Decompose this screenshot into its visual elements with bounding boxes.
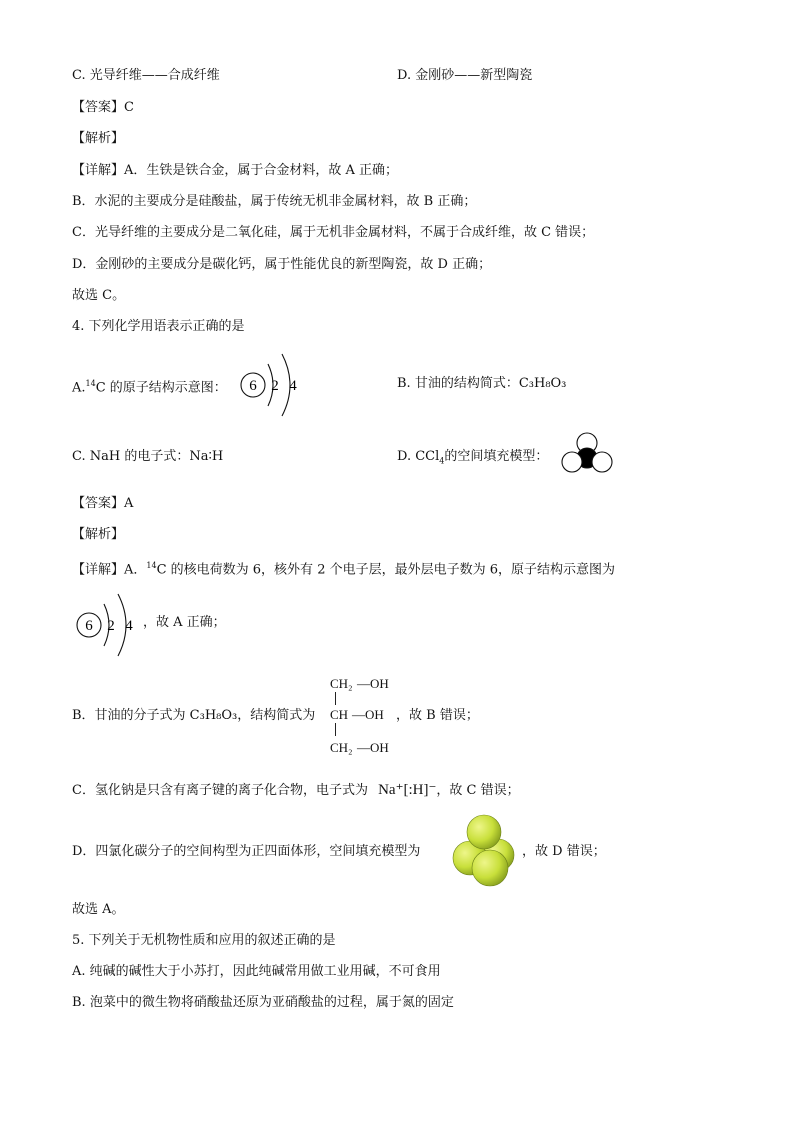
glycerol-bond-bottom bbox=[335, 723, 336, 736]
q3-detail-c: C．光导纤维的主要成分是二氧化硅，属于无机非金属材料，不属于合成纤维，故 C 错误； bbox=[72, 225, 595, 240]
q5-option-b: B. 泡菜中的微生物将硝酸盐还原为亚硝酸盐的过程，属于氮的固定 bbox=[72, 995, 454, 1010]
q3-conclusion: 故选 C。 bbox=[72, 288, 126, 303]
q4-detail-a-text: C 的核电荷数为 6，核外有 2 个电子层，最外层电子数为 6，原子结构示意图为 bbox=[156, 562, 615, 578]
q4-stem: 4. 下列化学用语表示正确的是 bbox=[72, 319, 245, 334]
ccl4-space-filling-model bbox=[446, 810, 524, 890]
q4-detail-d: D．四氯化碳分子的空间构型为正四面体形，空间填充模型为 bbox=[72, 844, 421, 859]
q3-option-d: D. 金刚砂——新型陶瓷 bbox=[397, 68, 533, 83]
q4-detail-c-text: C．氢化钠是只含有离子键的离子化合物，电子式为 bbox=[72, 783, 368, 798]
q4-option-d-subscript: 4 bbox=[439, 456, 445, 466]
q4-detail-c bbox=[72, 781, 520, 800]
q4-detail-a-mass-number: 14 bbox=[146, 561, 157, 570]
q4-option-a-mass-number: 14 bbox=[85, 379, 96, 388]
q3-detail-b: B．水泥的主要成分是硅酸盐，属于传统无机非金属材料，故 B 正确； bbox=[72, 194, 477, 209]
q5-stem: 5. 下列关于无机物性质和应用的叙述正确的是 bbox=[72, 933, 336, 948]
q4-option-d-text: 的空间填充模型： bbox=[444, 449, 549, 464]
q4-conclusion: 故选 A。 bbox=[72, 902, 125, 917]
glycerol-r1-hydroxyl: —OH bbox=[357, 676, 389, 691]
atom-shell-2-electrons: 4 bbox=[125, 618, 133, 634]
q3-analysis-heading: 【解析】 bbox=[72, 131, 125, 146]
atom-shell-2-electrons: 4 bbox=[289, 378, 297, 394]
q3-answer: 【答案】C bbox=[72, 100, 134, 115]
q4-option-a bbox=[72, 375, 227, 397]
q4-option-c: C. NaH 的电子式：Na∶H bbox=[72, 449, 224, 464]
q4-option-d bbox=[397, 448, 548, 471]
q4-detail-b: B．甘油的分子式为 C₃H₈O₃，结构简式为 bbox=[72, 708, 316, 723]
q4-detail-a-tail: ，故 A 正确； bbox=[143, 615, 226, 630]
atom-shell-1-electrons: 2 bbox=[107, 618, 115, 634]
q4-answer: 【答案】A bbox=[72, 496, 134, 511]
q4-detail-b-tail: ，故 B 错误； bbox=[396, 708, 479, 723]
q3-detail-d: D．金刚砂的主要成分是碳化钙，属于性能优良的新型陶瓷，故 D 正确； bbox=[72, 257, 492, 272]
atom-structure-diagram-answer bbox=[74, 590, 144, 658]
q4-detail-d-tail: ，故 D 错误； bbox=[522, 844, 606, 859]
atom-shell-1-electrons: 2 bbox=[271, 378, 279, 394]
q3-detail-a: 【详解】A．生铁是铁合金，属于合金材料，故 A 正确； bbox=[72, 163, 399, 178]
atom-nucleus-charge: 6 bbox=[85, 618, 93, 634]
q4-detail-a-prefix: 【详解】A． bbox=[72, 562, 147, 578]
q4-detail-c-tail: ，故 C 错误； bbox=[436, 783, 520, 798]
q4-analysis-heading: 【解析】 bbox=[72, 527, 125, 542]
glycerol-bond-top bbox=[335, 692, 336, 705]
ccl4-ball-model-option bbox=[560, 430, 614, 476]
atom-nucleus-charge: 6 bbox=[249, 378, 257, 394]
q5-option-a: A. 纯碱的碱性大于小苏打，因此纯碱常用做工业用碱，不可食用 bbox=[72, 964, 441, 979]
q3-option-c: C. 光导纤维——合成纤维 bbox=[72, 68, 220, 83]
glycerol-r3-carbon: CH₂ bbox=[330, 740, 353, 755]
q4-option-a-letter: A. bbox=[72, 380, 86, 396]
q4-option-d-formula: D. CCl bbox=[397, 449, 440, 464]
atom-structure-diagram-option bbox=[238, 350, 308, 418]
glycerol-r2-carbon: CH bbox=[330, 707, 349, 722]
glycerol-r3-hydroxyl: —OH bbox=[357, 740, 389, 755]
q4-option-b: B. 甘油的结构简式：C₃H₈O₃ bbox=[397, 376, 567, 391]
glycerol-r1-carbon: CH₂ bbox=[330, 676, 353, 691]
nah-electron-formula: Na⁺[:H]⁻ bbox=[378, 782, 437, 798]
q4-detail-a bbox=[72, 557, 615, 579]
glycerol-r2-hydroxyl: —OH bbox=[352, 707, 384, 722]
q4-option-a-text: C 的原子结构示意图： bbox=[95, 380, 227, 396]
